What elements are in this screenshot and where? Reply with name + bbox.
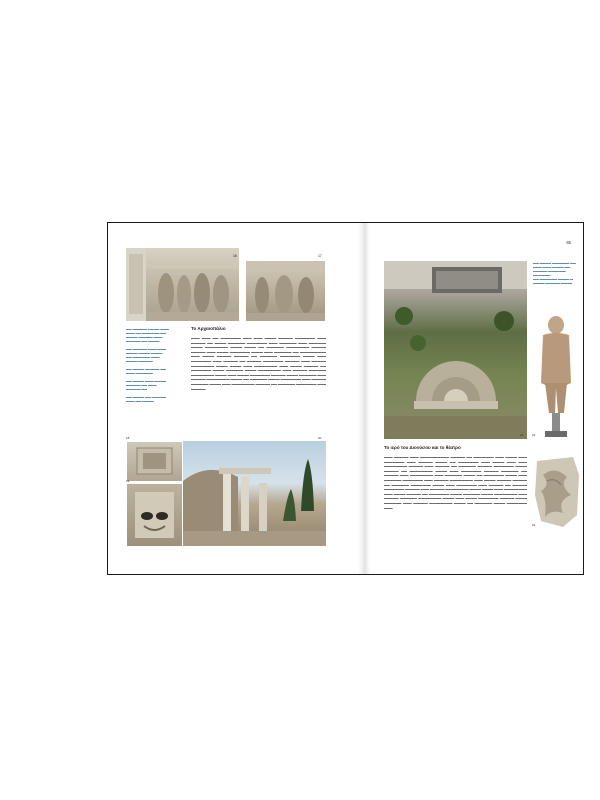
theatre-aerial-photo — [384, 261, 527, 439]
caption-block-left: ▬▬ ▬▬▬▬▬ ▬▬▬▬ ▬▬▬ ▬▬▬ ▬▬ ▬▬▬▬▬▬ ▬▬ ▬▬▬▬ ▬▬▬▬▬ ▬▬▬ ▬▬▬▬▬ ▬▬ ▬▬▬▬ ▬▬ ▬▬▬▬▬ ▬▬▬ ▬▬▬ ▬▬▬▬ ▬▬▬▬ ▬▬▬▬ ▬▬ ▬▬▬▬▬▬ ▬▬▬ ▬▬▬▬ ▬▬▬▬▬ ▬▬ ▬▬▬▬ ▬▬▬▬▬ ▬▬ ▬▬▬ ▬▬▬▬▬▬ ▬▬ ▬▬▬▬ ▬▬▬ ▬▬▬▬ ▬▬▬▬▬ ▬▬ ▬▬▬ ▬▬▬▬▬ ▬▬ ▬▬ ▬▬▬▬ ▬▬ ▬▬▬▬▬ ▬▬▬ ▬▬ ▬▬▬▬ — [126, 327, 169, 403]
figure-number-17: 17 — [318, 254, 322, 258]
figure-number-22: 22 — [532, 433, 536, 437]
figure-number-18: 18 — [126, 436, 130, 440]
body-text-right: ▬▬▬ ▬▬▬▬▬ ▬▬▬ ▬▬▬▬▬▬▬▬▬▬ ▬▬▬▬▬ ▬▬ ▬▬▬▬▬▬▬ ▬▬▬ ▬▬▬▬ ▬▬▬ ▬▬▬▬▬▬▬ ▬▬▬ ▬▬▬▬▬ ▬▬▬▬ ▬▬ ▬▬▬▬▬▬▬ ▬▬▬ ▬▬▬▬ ▬▬▬ ▬▬▬ ▬▬▬▬▬▬▬▬ ▬▬▬▬▬ ▬▬▬ ▬▬▬▬▬ ▬▬ ▬▬▬▬▬▬ ▬▬▬▬▬ ▬▬▬▬▬▬▬ ▬▬▬▬ ▬▬▬▬▬ ▬▬ ▬▬▬▬▬▬▬▬ ▬▬▬▬ ▬▬▬ ▬▬▬▬▬▬▬ ▬▬▬▬▬ ▬▬▬▬▬▬ ▬▬ ▬▬▬▬▬ ▬▬▬ ▬▬▬▬▬▬▬▬ ▬▬▬ ▬▬▬▬▬▬ ▬▬▬▬ ▬▬ ▬▬▬▬▬▬▬ ▬▬▬▬ ▬▬▬ ▬▬▬▬▬▬ ▬▬▬▬▬▬▬ ▬▬▬ ▬▬▬▬▬ ▬▬▬▬▬▬▬▬ ▬▬▬ ▬▬▬▬ ▬▬▬▬▬ ▬▬▬▬▬ ▬▬ ▬▬▬▬▬▬ ▬▬▬▬▬▬▬ ▬▬▬▬ ▬▬▬ ▬▬▬▬▬▬▬ ▬▬▬ ▬▬▬▬▬ ▬▬ ▬▬▬▬▬ ▬▬▬▬▬▬▬ ▬▬▬▬▬ ▬▬▬ ▬▬▬▬▬ ▬▬▬▬▬▬▬▬ ▬▬▬▬ ▬▬▬▬ ▬▬▬ ▬▬▬▬▬▬▬▬ ▬▬▬ ▬▬▬▬ ▬▬▬▬▬ ▬▬ ▬▬▬▬▬▬▬ ▬▬▬▬ ▬▬▬▬▬▬ ▬▬▬▬ ▬▬▬▬▬▬▬▬ ▬▬▬ ▬▬▬▬▬ ▬▬▬▬▬▬ ▬▬▬▬▬▬▬▬ ▬▬▬▬ ▬▬▬ ▬▬▬▬ ▬▬▬▬▬▬▬ ▬▬▬▬▬ ▬▬▬▬ ▬▬▬▬▬▬ ▬▬▬ ▬▬▬▬▬ ▬▬▬▬▬▬▬▬ ▬▬▬▬ ▬▬ ▬▬▬▬▬▬ ▬▬▬▬ ▬▬▬▬▬▬▬ ▬▬▬ — [384, 455, 527, 510]
section-title-left: Το Αρχαιοπάλιο — [191, 326, 226, 331]
relief-photo-left — [126, 248, 239, 321]
caption-block-right: ▬▬ ▬▬▬▬ ▬▬▬▬▬▬ ▬▬ ▬▬▬ ▬▬▬ ▬▬▬▬ ▬▬ ▬▬▬▬▬ ▬▬▬▬▬▬ ▬▬▬▬▬▬ ▬▬ ▬▬▬▬▬▬ ▬▬▬▬ ▬ ▬▬▬▬ ▬▬▬▬▬ ▬▬▬▬ — [533, 261, 576, 285]
figure-number-16: 16 — [233, 254, 237, 258]
figure-number-20: 20 — [318, 436, 322, 440]
body-text-left: ▬▬▬ ▬▬▬ ▬▬ ▬▬▬▬▬▬▬ ▬▬▬ ▬▬▬ ▬▬▬▬ ▬▬▬▬▬ ▬▬▬▬▬▬▬ ▬▬▬ ▬▬▬▬▬ ▬▬ ▬▬▬▬ ▬▬▬▬▬▬ ▬▬▬▬▬▬▬ ▬▬▬ ▬▬▬▬▬▬ ▬▬▬ ▬▬▬▬▬▬ ▬▬▬▬ ▬▬▬▬▬▬▬▬ ▬▬▬▬ ▬▬▬▬ ▬▬ ▬▬▬▬▬▬ ▬▬▬▬▬▬▬▬ ▬▬▬▬▬ ▬▬▬▬▬ ▬▬▬ ▬▬▬▬ ▬▬▬▬▬▬▬ ▬▬▬▬ ▬▬▬ ▬▬▬▬▬▬ ▬▬ ▬▬▬▬▬▬▬▬▬ ▬▬▬ ▬▬▬▬ ▬▬▬▬▬ ▬▬▬▬▬ ▬▬ ▬▬▬▬▬▬ ▬▬▬▬▬▬▬ ▬▬▬▬ ▬▬▬ ▬▬▬▬▬▬▬ ▬▬▬ ▬▬▬▬▬ ▬▬ ▬▬▬▬▬ ▬▬▬▬▬▬▬ ▬▬▬▬▬ ▬▬▬ ▬▬▬▬▬ ▬▬▬▬▬▬▬▬ ▬▬▬▬ ▬▬▬▬ ▬▬▬ ▬▬▬▬▬▬▬▬ ▬▬▬ ▬▬▬▬ ▬▬▬▬▬ ▬▬ ▬▬▬▬▬▬▬ ▬▬▬▬ ▬▬▬▬▬▬ ▬▬▬▬ ▬▬▬▬▬▬▬▬ ▬▬▬ ▬▬▬▬▬ ▬▬▬▬▬▬ ▬▬▬▬▬▬▬▬ ▬▬▬▬ ▬▬▬ ▬▬▬▬ ▬▬▬▬▬▬▬ ▬▬▬▬▬ ▬▬▬▬ ▬▬▬▬▬▬ ▬▬▬ ▬▬▬▬▬ ▬▬▬▬▬▬▬▬ ▬▬▬▬ ▬▬ ▬▬▬▬▬▬ ▬▬▬▬ ▬▬▬▬▬▬▬ ▬▬▬ ▬▬▬▬▬ ▬▬▬▬▬▬ ▬▬▬▬ ▬▬▬ ▬▬▬▬▬▬▬▬ ▬▬▬▬▬ ▬▬ ▬▬▬▬▬▬ ▬▬▬▬▬▬▬ ▬▬▬ ▬▬▬▬▬ — [191, 336, 326, 391]
section-title-right: Το ιερό του Διονύσου και το θέατρο — [384, 445, 461, 450]
relief-photo-right — [246, 261, 325, 321]
stone-mask-photo — [127, 484, 182, 546]
figure-number-19: 19 — [126, 479, 130, 483]
book-spread — [107, 222, 584, 575]
statue-photo — [535, 313, 577, 438]
book-gutter — [358, 223, 370, 574]
stone-relief-photo — [127, 442, 182, 481]
figure-number-23: 23 — [532, 523, 536, 527]
relief-fragment-photo — [533, 455, 581, 529]
page-number: 65 — [566, 240, 571, 245]
figure-number-21: 21 — [520, 433, 524, 437]
ancient-columns-photo — [183, 441, 326, 546]
